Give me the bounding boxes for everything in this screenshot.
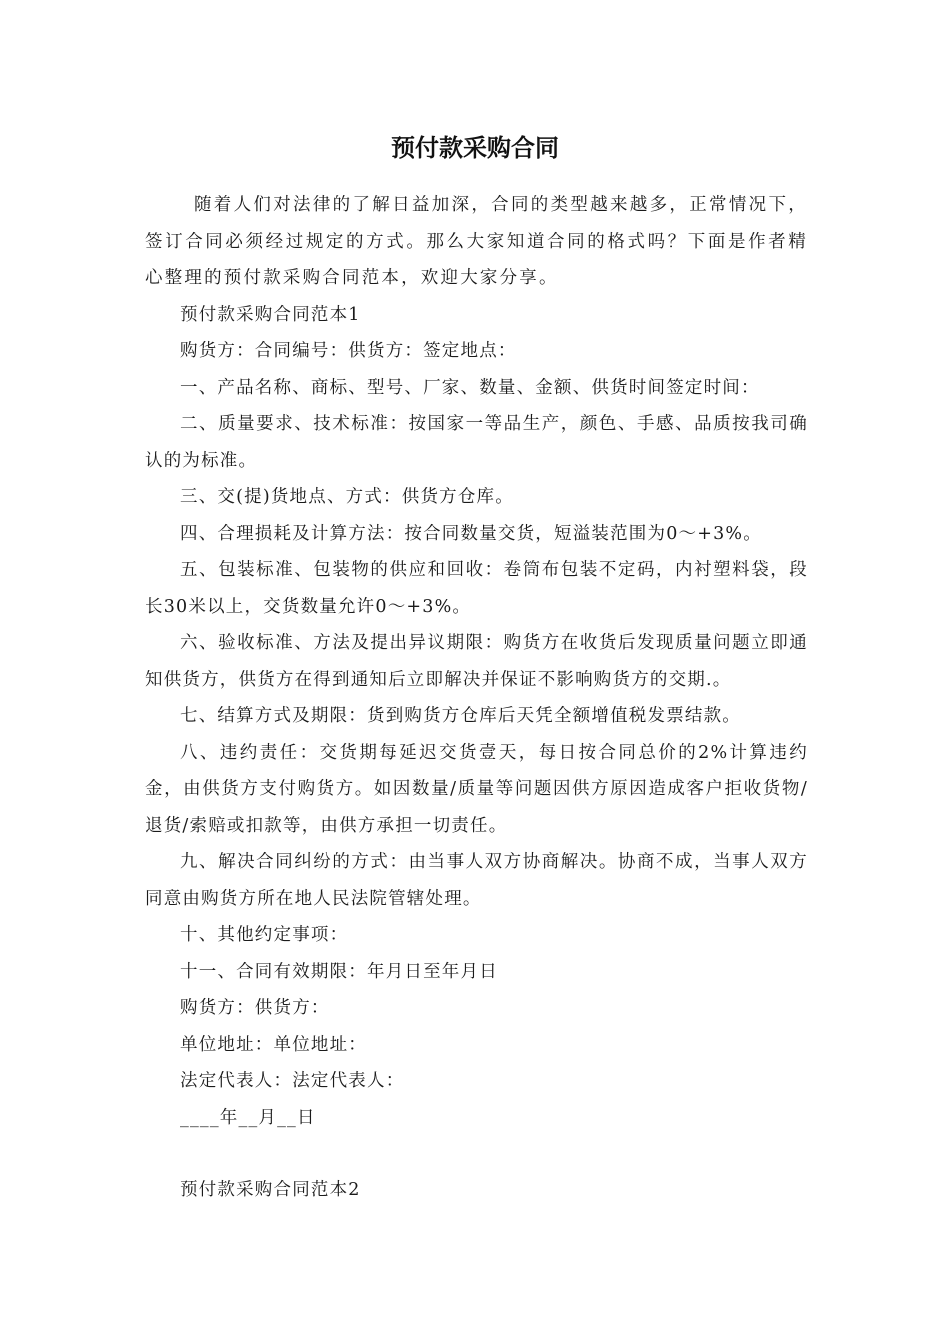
document-title: 预付款采购合同 [391,134,559,162]
clause-3: 三、交(提)货地点、方式：供货方仓库。 [180,487,514,507]
clause-2: 二、质量要求、技术标准：按国家一等品生产，颜色、手感、品质按我司确认的为标准。 [145,414,808,471]
section-heading-sample-1: 预付款采购合同范本1 [180,304,361,325]
signature-date: ____年__月__日 [180,1107,316,1128]
clause-5: 五、包装标准、包装物的供应和回收：卷筒布包装不定码，内衬塑料袋，段长30米以上，交货数量允许0～+3%。 [145,560,808,617]
blank-spacer [145,1136,808,1172]
signature-address: 单位地址：单位地址： [180,1034,367,1055]
clause-10: 十、其他约定事项： [180,925,349,945]
clause-8: 八、违约责任：交货期每延迟交货壹天，每日按合同总价的2%计算违约金，由供货方支付购货方。如因数量/质量等问题因供方原因造成客户拒收货物/退货/索赔或扣款等，由供方承担一切责任。 [145,742,808,836]
intro-paragraph: 随着人们对法律的了解日益加深，合同的类型越来越多，正常情况下，签订合同必须经过规定的方式。那么大家知道合同的格式吗？下面是作者精心整理的预付款采购合同范本，欢迎大家分享。 [145,195,808,288]
signature-parties: 购货方：供货方： [180,998,330,1018]
document-body [145,187,808,1209]
signature-representative: 法定代表人：法定代表人： [180,1071,405,1091]
clause-4: 四、合理损耗及计算方法：按合同数量交货，短溢装范围为0～+3%。 [180,523,762,544]
section-heading-sample-2: 预付款采购合同范本2 [180,1180,361,1200]
clause-6: 六、验收标准、方法及提出异议期限：购货方在收货后发现质量问题立即通知供货方，供货方在得到通知后立即解决并保证不影响购货方的交期.。 [145,633,808,690]
parties-line: 购货方：合同编号：供货方：签定地点： [180,341,517,361]
clause-7: 七、结算方式及期限：货到购货方仓库后天凭全额增值税发票结款。 [180,706,741,726]
clause-9: 九、解决合同纠纷的方式：由当事人双方协商解决。协商不成，当事人双方同意由购货方所在地人民法院管辖处理。 [145,852,808,909]
clause-11: 十一、合同有效期限：年月日至年月日 [180,961,498,982]
clause-1: 一、产品名称、商标、型号、厂家、数量、金额、供货时间签定时间： [180,377,760,398]
